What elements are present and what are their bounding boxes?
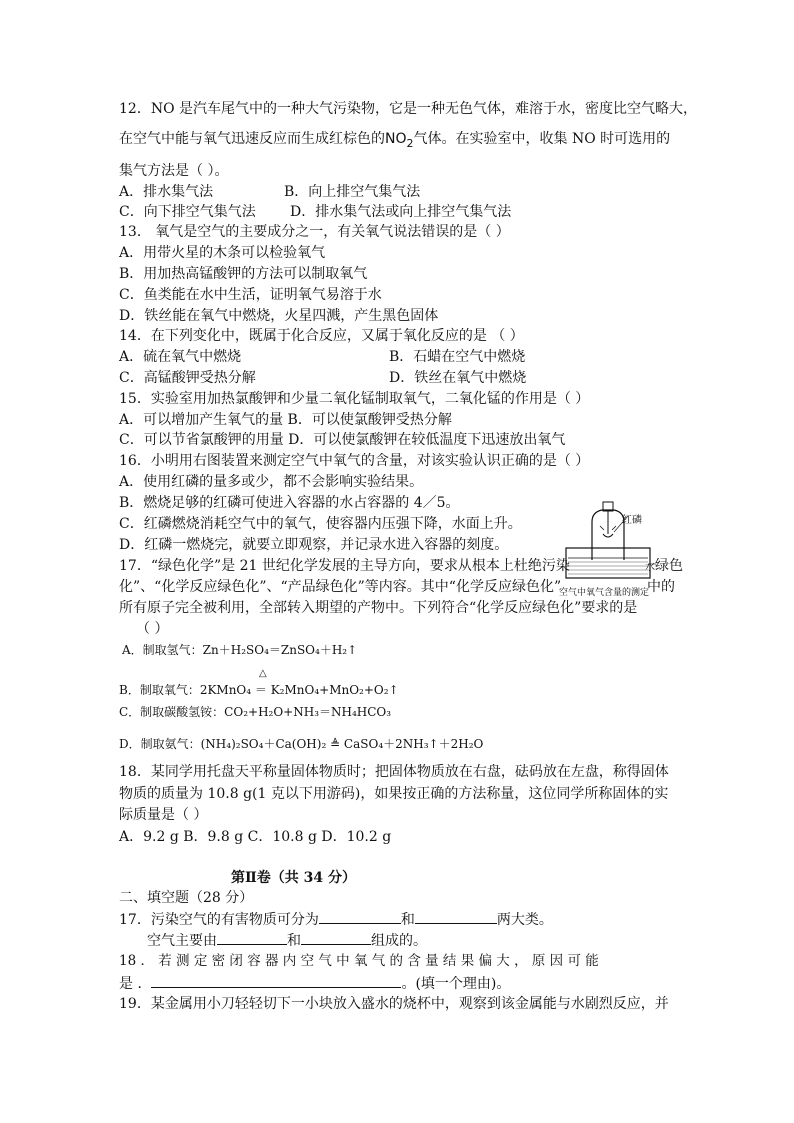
q17-line4: （ ） xyxy=(136,621,169,637)
q15-stem: 15．实验室用加热氯酸钾和少量二氧化锰制取氧气，二氧化锰的作用是（ ） xyxy=(119,391,590,407)
heat-condition-symbol: △ xyxy=(259,668,267,679)
q12-line2-text-b: 气体。在实验室中，收集 NO 时可选用的 xyxy=(413,131,671,147)
q17-line2-end: 中的 xyxy=(647,579,675,595)
q12-option-d: D．排水集气法或向上排空气集气法 xyxy=(290,204,512,220)
q14-stem: 14．在下列变化中，既属于化合反应，又属于氧化反应的是 （ ） xyxy=(119,328,524,344)
q17-fill-line2 xyxy=(147,931,427,950)
q18-fill-text-2: 。(填一个理由)。 xyxy=(401,976,511,992)
q17-option-b: B．制取氧气：2KMnO₄ ＝ K₂MnO₄+MnO₂+O₂↑ xyxy=(119,683,399,697)
q14-option-b: B．石蜡在空气中燃烧 xyxy=(389,349,526,365)
q13-option-d: D．铁丝能在氧气中燃烧，火星四溅，产生黑色固体 xyxy=(119,308,439,324)
q12-option-a: A．排水集气法 xyxy=(119,184,214,200)
q17-fill-text-3: 两大类。 xyxy=(496,912,553,928)
q12-line1: 12．NO 是汽车尾气中的一种大气污染物，它是一种无色气体，难溶于水，密度比空气略大， xyxy=(119,101,697,117)
q17-fill-text-2: 和 xyxy=(400,912,415,928)
q17-line1-end xyxy=(645,557,683,577)
q12-line2 xyxy=(119,130,670,153)
answer-blank-3[interactable] xyxy=(217,931,287,945)
answer-blank-5[interactable] xyxy=(151,974,401,988)
q17-fill-text-6: 组成的。 xyxy=(371,933,427,949)
q17-fill-text-5: 和 xyxy=(287,933,301,949)
answer-blank-1[interactable] xyxy=(319,910,401,924)
part2-title: 第Ⅱ卷（共 34 分） xyxy=(231,870,357,886)
q17-line1-end-text: 绿色 xyxy=(655,558,683,574)
q13-option-b: B．用加热高锰酸钾的方法可以制取氧气 xyxy=(119,266,368,282)
q16-option-c: C．红磷燃烧消耗空气中的氧气，使容器内压强下降，水面上升。 xyxy=(119,516,522,532)
q16-option-a: A．使用红磷的量多或少，都不会影响实验结果。 xyxy=(119,474,424,490)
q17-fill-line1 xyxy=(119,910,553,929)
q18-line1: 18．某同学用托盘天平称量固体物质时；把固体物质放在右盘，砝码放在左盘，称得固体 xyxy=(119,764,669,780)
combustion-spoon xyxy=(603,534,613,537)
q16-stem: 16．小明用右图装置来测定空气中氧气的含量，对该实验认识正确的是（ ） xyxy=(119,453,590,469)
q13-option-c: C．鱼类能在水中生活，证明氧气易溶于水 xyxy=(119,287,382,303)
q17-line2: 化”、“化学反应绿色化”、“产品绿色化”等内容。其中“化学反应绿色化” xyxy=(119,579,562,595)
fig-caption: 空气中氧气含量的测定 xyxy=(559,588,650,598)
q12-option-c: C．向下排空气集气法 xyxy=(119,204,256,220)
q19-line1: 19．某金属用小刀轻轻切下一小块放入盛水的烧杯中，观察到该金属能与水剧烈反应，并 xyxy=(119,996,669,1012)
q18-fill-line2 xyxy=(119,974,510,993)
q17-option-a: A．制取氢气：Zn＋H₂SO₄＝ZnSO₄＋H₂↑ xyxy=(122,643,358,657)
q18-fill-text-1: 是 ． xyxy=(119,976,152,992)
q14-option-a: A．硫在氧气中燃烧 xyxy=(119,349,242,365)
q17-line3: 所有原子完全被利用，全部转入期望的产物中。下列符合“化学反应绿色化”要求的是 xyxy=(119,600,638,616)
q18-options: A．9.2 g B．9.8 g C．10.8 g D．10.2 g xyxy=(119,829,392,845)
no2-formula: $NO_2$ xyxy=(385,131,414,150)
q16-option-b: B．燃烧足够的红磷可使进入容器的水占容器的 4／5。 xyxy=(119,495,460,511)
q13-option-a: A．用带火星的木条可以检验氧气 xyxy=(119,245,326,261)
q12-line3: 集气方法是（ ）。 xyxy=(119,163,229,179)
q17-fill-text-4: 空气主要由 xyxy=(147,933,217,949)
q14-option-c: C．高锰酸钾受热分解 xyxy=(119,370,256,386)
q14-option-d: D．铁丝在氧气中燃烧 xyxy=(389,370,527,386)
q18-line2: 物质的质量为 10.8 g(1 克以下用游码)，如果按正确的方法称量，这位同学所称固体的实 xyxy=(119,786,669,802)
q12-option-b: B．向上排空气集气法 xyxy=(284,184,421,200)
q15-options-cd: C．可以节省氯酸钾的用量 D．可以使氯酸钾在较低温度下迅速放出氧气 xyxy=(119,432,566,448)
q17-option-c: C．制取碳酸氢铵：CO₂+H₂O+NH₃＝NH₄HCO₃ xyxy=(119,705,392,719)
fill-in-section-heading: 二、填空题（28 分） xyxy=(119,890,254,906)
q17-fill-text-1: 17．污染空气的有害物质可分为 xyxy=(119,912,319,928)
water-hatching xyxy=(568,562,648,574)
fig-label-water: 水 xyxy=(645,562,655,573)
q18-line3: 际质量是（ ） xyxy=(119,807,208,823)
water-trough xyxy=(566,548,650,578)
fig-label-red-phosphorus: 红磷 xyxy=(622,515,642,526)
q17-option-d: D．制取氨气：(NH₄)₂SO₄＋Ca(OH)₂ ≜ CaSO₄＋2NH₃↑＋2H₂O xyxy=(119,737,484,751)
q13-stem: 13． 氧气是空气的主要成分之一，有关氧气说法错误的是（ ） xyxy=(119,224,510,240)
q17-line1: 17．“绿色化学”是 21 世纪化学发展的主导方向，要求从根本上杜绝污染 xyxy=(119,558,570,574)
q16-option-d: D．红磷一燃烧完，就要立即观察，并记录水进入容器的刻度。 xyxy=(119,537,509,553)
answer-blank-2[interactable] xyxy=(415,910,497,924)
answer-blank-4[interactable] xyxy=(301,931,371,945)
q18-fill-line1: 18 ． 若 测 定 密 闭 容 器 内 空 气 中 氧 气 的 含 量 结 果 偏 大 ， 原 因 可 能 xyxy=(119,953,599,969)
q12-line2-text-a: 在空气中能与氧气迅速反应而生成红棕色的 xyxy=(119,131,385,147)
q15-options-ab: A．可以增加产生氧气的量 B．可以使氯酸钾受热分解 xyxy=(119,412,452,428)
